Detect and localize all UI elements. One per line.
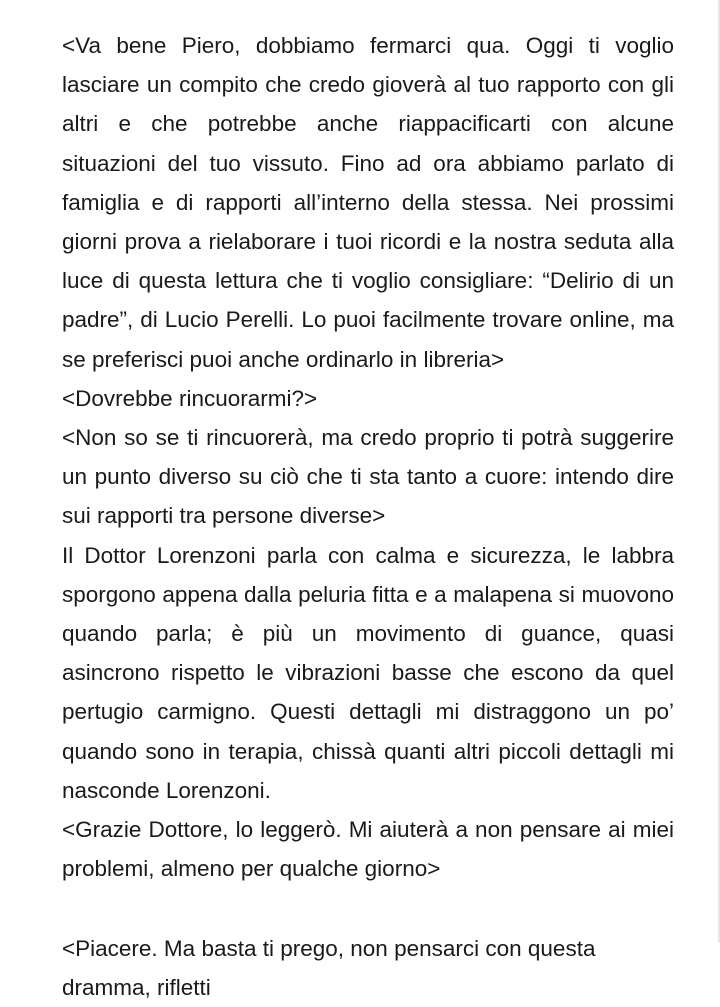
- paragraph-patient-thanks: <Grazie Dottore, lo leggerò. Mi aiuterà a non pensare ai miei problemi, almeno per qualche giorno>: [62, 817, 674, 882]
- cut-off-text: <Piacere. Ma basta ti prego, non pensarci con questa dramma, rifletti: [62, 936, 596, 1001]
- cut-off-text-line: [62, 931, 674, 1001]
- paragraph-therapist-reply: <Non so se ti rincuorerà, ma credo proprio ti potrà suggerire un punto diverso su ciò che ti sta tanto a cuore: intendo dire sui rapporti tra persone diverse>: [62, 425, 674, 529]
- paragraph-patient-question: <Dovrebbe rincuorarmi?>: [62, 385, 318, 411]
- document-page: [62, 26, 674, 888]
- paragraph-narration: Il Dottor Lorenzoni parla con calma e sicurezza, le labbra sporgono appena dalla peluria fitta e a malapena si muovono quando parla; è più un movimento di guance, quasi asincrono rispetto le vibrazioni basse che escono da quel pertugio carmigno. Questi dettagli mi distraggono un po’ quando sono in terapia, chissà quanti altri piccoli dettagli mi nasconde Lorenzoni.: [62, 542, 674, 803]
- paragraph-therapist-assignment: <Va bene Piero, dobbiamo fermarci qua. Oggi ti voglio lasciare un compito che credo gioverà al tuo rapporto con gli altri e che potrebbe anche riappacificarti con alcune situazioni del tuo vissuto. Fino ad ora abbiamo parlato di famiglia e di rapporti all’interno della stessa. Nei prossimi giorni prova a rielaborare i tuoi ricordi e la nostra seduta alla luce di questa lettura che ti voglio consigliare: “Delirio di un padre”, di Lucio Perelli. Lo puoi facilmente trovare online, ma se preferisci puoi anche ordinarlo in libreria>: [62, 33, 674, 372]
